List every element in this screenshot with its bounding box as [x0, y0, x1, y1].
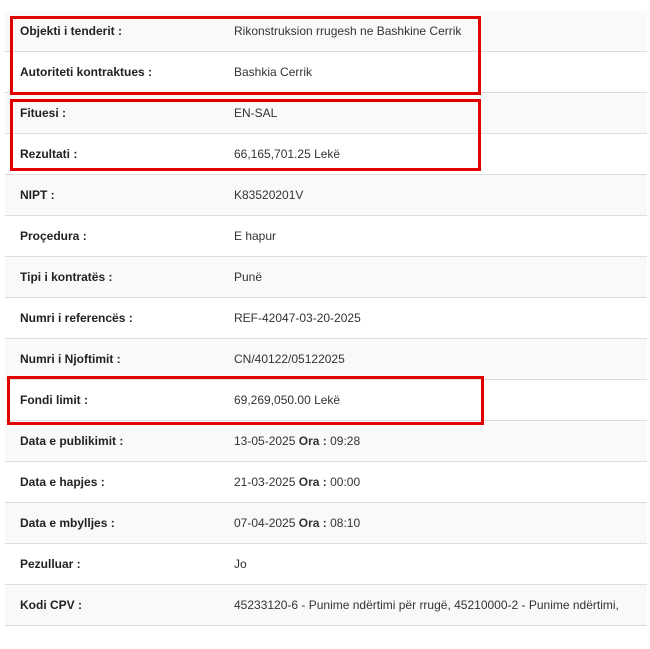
value-objekti: Rikonstruksion rrugesh ne Bashkine Cerrik [234, 24, 462, 38]
value-fituesi: EN-SAL [234, 106, 278, 120]
label-fituesi: Fituesi : [20, 106, 67, 120]
value-fondi-limit: 69,269,050.00 Lekë [234, 393, 341, 407]
row-data-hapjes [5, 462, 647, 503]
ora-label-hapjes: Ora : [298, 475, 327, 489]
row-objekti [5, 11, 647, 52]
row-kodi-cpv [5, 585, 647, 626]
value-numri-njoftimit: CN/40122/05122025 [234, 352, 345, 366]
row-data-publikimit [5, 421, 647, 462]
value-tipi-kontrates: Punë [234, 270, 263, 284]
row-fondi-limit [5, 380, 647, 421]
row-pezulluar [5, 544, 647, 585]
value-rezultati: 66,165,701.25 Lekë [234, 147, 341, 161]
value-autoriteti: Bashkia Cerrik [234, 65, 313, 79]
tender-details-table [5, 11, 647, 626]
label-data-mbylljes: Data e mbylljes : [20, 516, 115, 530]
value-nipt: K83520201V [234, 188, 304, 202]
label-kodi-cpv: Kodi CPV : [20, 598, 82, 612]
date-hapjes: 21-03-2025 [234, 475, 296, 489]
label-data-hapjes: Data e hapjes : [20, 475, 105, 489]
value-kodi-cpv: 45233120-6 - Punime ndërtimi për rrugë, 45210000-2 - Punime ndërtimi, [234, 598, 619, 612]
time-mbylljes: 08:10 [330, 516, 361, 530]
label-objekti: Objekti i tenderit : [20, 24, 123, 38]
ora-label-publikimit: Ora : [298, 434, 327, 448]
row-rezultati [5, 134, 647, 175]
date-publikimit: 13-05-2025 [234, 434, 296, 448]
value-numri-references: REF-42047-03-20-2025 [234, 311, 361, 325]
label-procedura: Proçedura : [20, 229, 87, 243]
label-pezulluar: Pezulluar : [20, 557, 81, 571]
label-numri-references: Numri i referencës : [20, 311, 133, 325]
label-tipi-kontrates: Tipi i kontratës : [20, 270, 113, 284]
time-hapjes: 00:00 [330, 475, 361, 489]
label-fondi-limit: Fondi limit : [20, 393, 88, 407]
row-numri-references [5, 298, 647, 339]
row-numri-njoftimit [5, 339, 647, 380]
value-data-mbylljes [234, 516, 360, 530]
value-pezulluar: Jo [234, 557, 247, 571]
row-data-mbylljes [5, 503, 647, 544]
label-data-publikimit: Data e publikimit : [20, 434, 124, 448]
value-procedura: E hapur [234, 229, 277, 243]
row-procedura [5, 216, 647, 257]
time-publikimit: 09:28 [330, 434, 361, 448]
value-data-publikimit [234, 434, 360, 448]
row-fituesi [5, 93, 647, 134]
date-mbylljes: 07-04-2025 [234, 516, 296, 530]
ora-label-mbylljes: Ora : [298, 516, 327, 530]
row-nipt [5, 175, 647, 216]
label-numri-njoftimit: Numri i Njoftimit : [20, 352, 121, 366]
value-data-hapjes [234, 475, 360, 489]
label-nipt: NIPT : [20, 188, 55, 202]
label-autoriteti: Autoriteti kontraktues : [20, 65, 153, 79]
label-rezultati: Rezultati : [20, 147, 78, 161]
row-tipi-kontrates [5, 257, 647, 298]
row-autoriteti [5, 52, 647, 93]
